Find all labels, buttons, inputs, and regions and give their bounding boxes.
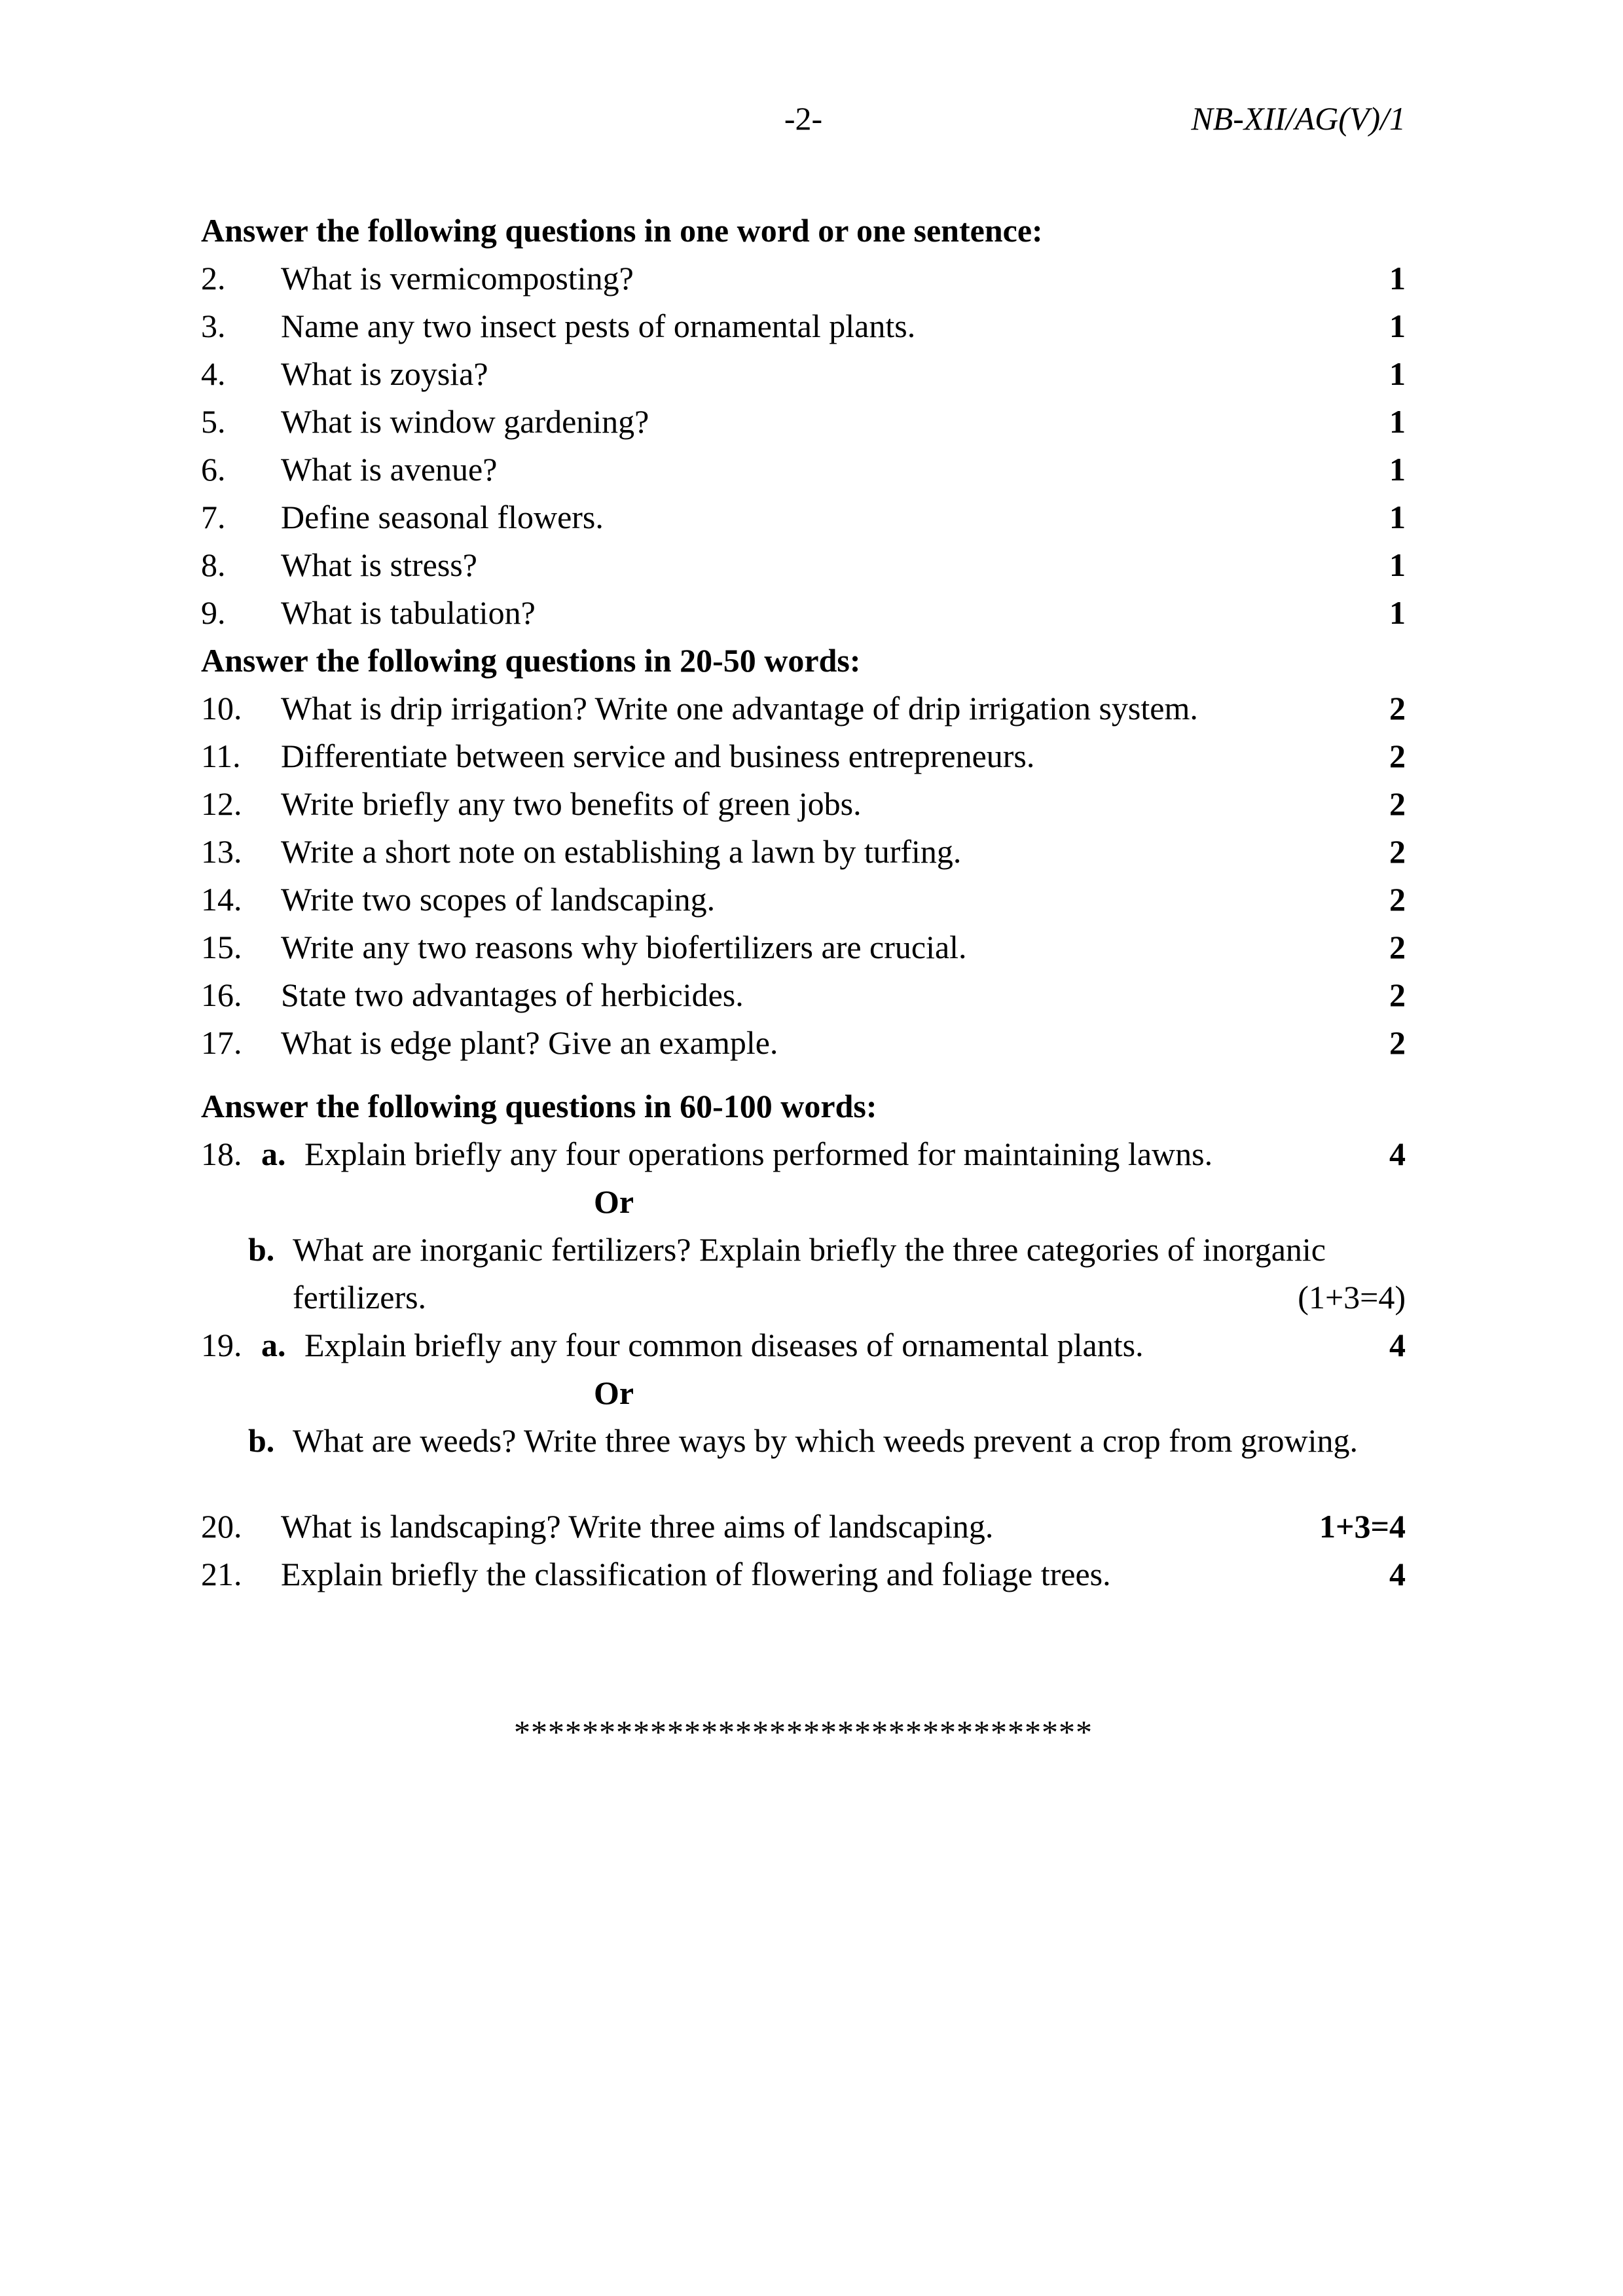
question-text: Write briefly any two benefits of green jobs. (281, 785, 862, 822)
question-marks: 1 (1389, 499, 1406, 535)
question-number: 7. (201, 499, 226, 535)
question-text: What is edge plant? Give an example. (281, 1024, 778, 1061)
sub-question-label: a. (261, 1136, 286, 1172)
or-label: Or (594, 1183, 634, 1220)
paper-code: NB-XII/AG(V)/1 (1191, 100, 1406, 137)
question-row (201, 255, 1406, 302)
question-text: Explain briefly the classification of flowering and foliage trees. (281, 1556, 1111, 1592)
question-number: 4. (201, 355, 226, 392)
question-marks: 2 (1389, 785, 1406, 822)
question-text: Write a short note on establishing a lawn by turfing. (281, 833, 962, 870)
question-marks: 4 (1389, 1136, 1406, 1172)
question-marks: 2 (1389, 738, 1406, 774)
question-row (201, 924, 1406, 971)
sub-question-label: b. (248, 1422, 275, 1459)
section-heading: Answer the following questions in 60-100 words: (201, 1088, 877, 1124)
question-text: What is avenue? (281, 451, 498, 488)
sub-question-label: b. (248, 1231, 275, 1268)
question-text: Write any two reasons why biofertilizers are crucial. (281, 929, 967, 965)
question-marks: 4 (1389, 1327, 1406, 1363)
question-text: What is drip irrigation? Write one advantage of drip irrigation system. (281, 690, 1198, 726)
question-marks: 2 (1389, 690, 1406, 726)
question-marks: 2 (1389, 1024, 1406, 1061)
question-number: 15. (201, 929, 242, 965)
question-text: What is stress? (281, 547, 477, 583)
question-number: 11. (201, 738, 241, 774)
question-marks: 1 (1389, 451, 1406, 488)
question-row (201, 780, 1406, 828)
question-row (201, 828, 1406, 876)
question-text: What are inorganic fertilizers? Explain briefly the three categories of inorganic fertilizers. (293, 1231, 1326, 1316)
question-marks: 1 (1389, 594, 1406, 631)
question-marks: 1+3=4 (1319, 1508, 1406, 1545)
question-row (201, 589, 1406, 637)
question-number: 10. (201, 690, 242, 726)
question-number: 13. (201, 833, 242, 870)
question-number: 9. (201, 594, 226, 631)
question-marks: 1 (1389, 308, 1406, 344)
question-text: Name any two insect pests of ornamental plants. (281, 308, 916, 344)
section-60-100-words (201, 1083, 1406, 1598)
question-marks: 2 (1389, 929, 1406, 965)
question-row (201, 876, 1406, 924)
question-row (201, 732, 1406, 780)
question-text: Write two scopes of landscaping. (281, 881, 716, 918)
question-number: 18. (201, 1136, 242, 1172)
sub-question-label: a. (261, 1327, 286, 1363)
question-text: What is landscaping? Write three aims of landscaping. (281, 1508, 994, 1545)
separator-line: ********************************** (514, 1713, 1093, 1750)
question-number: 14. (201, 881, 242, 918)
page-number: -2- (784, 100, 823, 137)
page-header (201, 99, 1406, 137)
question-text: What is tabulation? (281, 594, 536, 631)
question-marks: 2 (1389, 881, 1406, 918)
question-number: 8. (201, 547, 226, 583)
question-number: 2. (201, 260, 226, 296)
question-row (201, 446, 1406, 493)
question-row (201, 398, 1406, 446)
section-heading: Answer the following questions in 20-50 words: (201, 642, 861, 679)
question-text: What is zoysia? (281, 355, 488, 392)
question-marks: 2 (1389, 833, 1406, 870)
question-marks: 1 (1389, 547, 1406, 583)
question-text: State two advantages of herbicides. (281, 977, 744, 1013)
question-text: Differentiate between service and business entrepreneurs. (281, 738, 1035, 774)
question-number: 6. (201, 451, 226, 488)
question-row (201, 493, 1406, 541)
question-number: 20. (201, 1508, 242, 1545)
question-row (201, 350, 1406, 398)
question-number: 5. (201, 403, 226, 440)
section-one-word (201, 207, 1406, 637)
section-20-50-words (201, 637, 1406, 1067)
question-row (201, 302, 1406, 350)
question-number: 3. (201, 308, 226, 344)
question-number: 17. (201, 1024, 242, 1061)
section-heading: Answer the following questions in one word or one sentence: (201, 212, 1043, 249)
question-row (201, 1130, 1406, 1178)
question-text: What are weeds? Write three ways by which weeds prevent a crop from growing. (293, 1422, 1359, 1459)
question-marks: 4 (1389, 1556, 1406, 1592)
question-marks: 1 (1389, 355, 1406, 392)
question-row (201, 685, 1406, 732)
question-marks: 1 (1389, 260, 1406, 296)
question-number: 19. (201, 1327, 242, 1363)
question-marks: 2 (1389, 977, 1406, 1013)
question-row (248, 1417, 1406, 1465)
question-text: Explain briefly any four operations performed for maintaining lawns. (304, 1136, 1213, 1172)
question-row (201, 1503, 1406, 1551)
question-number: 12. (201, 785, 242, 822)
question-number: 21. (201, 1556, 242, 1592)
question-number: 16. (201, 977, 242, 1013)
question-text: Explain briefly any four common diseases of ornamental plants. (304, 1327, 1144, 1363)
question-row (201, 1551, 1406, 1598)
question-marks: 1 (1389, 403, 1406, 440)
question-row (201, 1019, 1406, 1067)
question-text: What is vermicomposting? (281, 260, 634, 296)
question-row (201, 541, 1406, 589)
question-row (201, 971, 1406, 1019)
or-label: Or (594, 1374, 634, 1411)
question-text: Define seasonal flowers. (281, 499, 604, 535)
question-row (201, 1321, 1406, 1369)
question-text: What is window gardening? (281, 403, 649, 440)
question-row (248, 1226, 1406, 1321)
question-marks: (1+3=4) (1298, 1279, 1406, 1316)
